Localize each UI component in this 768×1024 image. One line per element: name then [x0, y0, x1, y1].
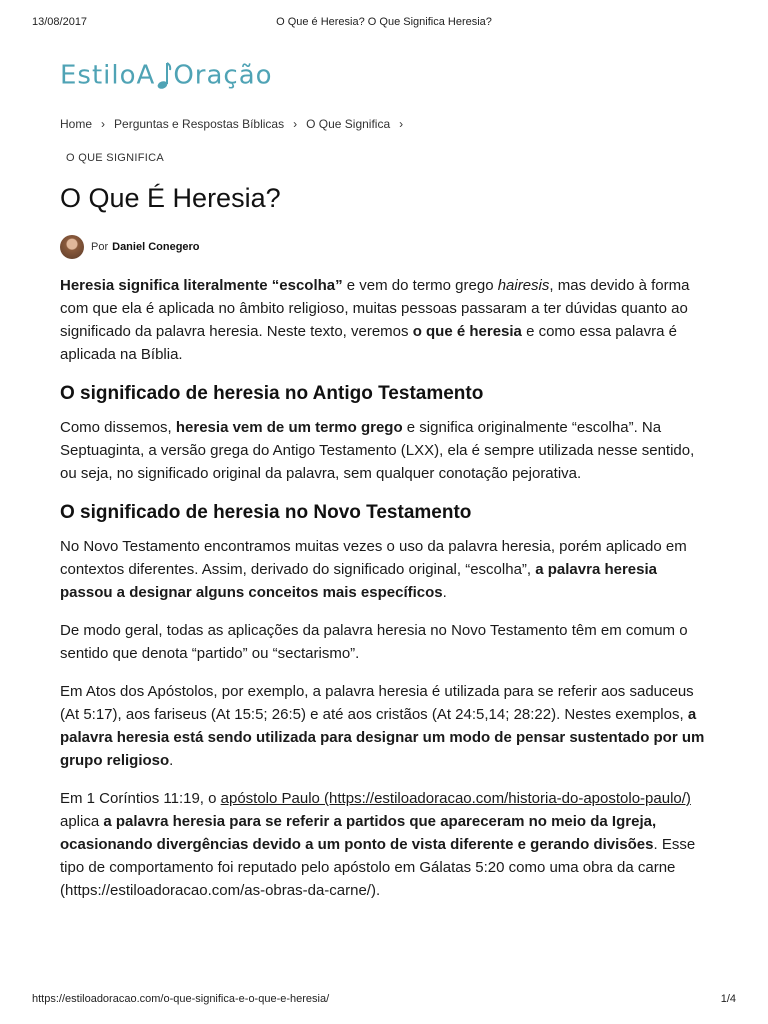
- breadcrumb: [60, 117, 412, 131]
- heading-novo-testamento: O significado de heresia no Novo Testamento: [60, 502, 472, 523]
- link-apostolo-paulo[interactable]: apóstolo Paulo (https://estiloadoracao.com/historia-do-apostolo-paulo/): [220, 790, 691, 807]
- paragraph-intro: Heresia significa literalmente “escolha” e vem do termo grego hairesis, mas devido à forma com que ela é aplicada no âmbito religioso, muitas pessoas passaram a ter dúvidas quanto ao significado da palavra heresia. Neste texto, veremos o que é heresia e como essa palavra é aplicada na Bíblia.: [60, 277, 690, 363]
- logo-text: [60, 60, 273, 92]
- page-number: 1/4: [720, 993, 736, 1005]
- heading-antigo-testamento: O significado de heresia no Antigo Testamento: [60, 383, 484, 404]
- print-header: [32, 16, 736, 30]
- breadcrumb-home[interactable]: Home: [60, 117, 93, 131]
- logo-part-oracao: Oração: [173, 60, 273, 91]
- avatar: [60, 235, 84, 259]
- paragraph-atos: Em Atos dos Apóstolos, por exemplo, a palavra heresia é utilizada para se referir aos saduceus (At 5:17), aos fariseus (At 15:5; 26:5) e até aos cristãos (At 24:5,14; 28:22). Nestes exemplos, a palavra heresia está sendo utilizada para designar um modo de pensar sustentado por um grupo religioso.: [60, 683, 705, 769]
- print-date: 13/08/2017: [32, 16, 88, 28]
- logo-part-a: A: [136, 60, 156, 91]
- page-title: O Que É Heresia?: [60, 183, 281, 213]
- author-prefix: Por: [91, 241, 109, 253]
- author-name[interactable]: Daniel Conegero: [112, 241, 200, 253]
- breadcrumb-o-que-significa[interactable]: O Que Significa: [306, 117, 391, 131]
- paragraph-novo-testamento-2: De modo geral, todas as aplicações da palavra heresia no Novo Testamento têm em comum o sentido que denota “partido” ou “sectarismo”.: [60, 622, 688, 662]
- print-url: https://estiloadoracao.com/o-que-significa-e-o-que-e-heresia/: [32, 993, 330, 1005]
- print-doc-title: O Que é Heresia? O Que Significa Heresia?: [276, 16, 492, 28]
- chevron-right-icon: ›: [101, 117, 106, 131]
- author-byline: [60, 235, 200, 259]
- logo-part-estilo: Estilo: [60, 60, 137, 91]
- chevron-right-icon: ›: [293, 117, 298, 131]
- article-body: [60, 274, 710, 917]
- music-note-icon: [156, 60, 172, 92]
- paragraph-antigo-testamento: Como dissemos, heresia vem de um termo grego e significa originalmente “escolha”. Na Septuaginta, a versão grega do Antigo Testamento (LXX), ela é sempre utilizada nesse sentido, ou seja, no significado original da palavra, sem qualquer conotação pejorativa.: [60, 419, 695, 482]
- breadcrumb-perguntas[interactable]: Perguntas e Respostas Bíblicas: [114, 117, 285, 131]
- paragraph-corintios: Em 1 Coríntios 11:19, o apóstolo Paulo (https://estiloadoracao.com/historia-do-apostolo-paulo/) aplica a palavra heresia para se referir a partidos que apareceram no meio da Igreja, ocasionando divergências devido a um ponto de vista diferente e gerando divisões. Esse tipo de comportamento foi reputado pelo apóstolo em Gálatas 5:20 como uma obra da carne (https://estiloadoracao.com/as-obras-da-carne/).: [60, 790, 696, 899]
- category-label[interactable]: O QUE SIGNIFICA: [66, 152, 165, 164]
- chevron-right-icon: ›: [399, 117, 404, 131]
- site-logo[interactable]: [60, 56, 273, 96]
- paragraph-novo-testamento-1: No Novo Testamento encontramos muitas vezes o uso da palavra heresia, porém aplicado em contextos diferentes. Assim, derivado do significado original, “escolha”, a palavra heresia passou a designar alguns conceitos mais específicos.: [60, 538, 687, 601]
